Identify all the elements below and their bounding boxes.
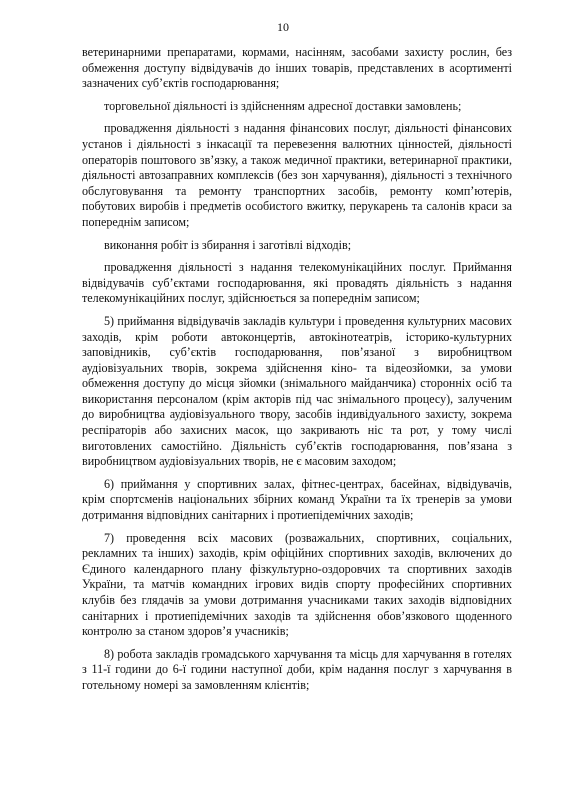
document-body <box>82 45 512 701</box>
paragraph-financial-services: провадження діяльності з надання фінансових послуг, діяльності фінансових установ і діяльності з інкасації та перевезення валютних цінностей, діяльності операторів поштового зв’язку, а також медичної практики, ветеринарної практики, діяльності автозаправних комплексів (без зон харчування), діяльності з технічного обслуговування та ремонту транспортних засобів, ремонту комп’ютерів, побутових виробів і предметів особистого вжитку, перукарень та салонів краси за попереднім записом; <box>82 121 512 229</box>
paragraph-waste-collection: виконання робіт із збирання і заготівлі відходів; <box>104 237 352 252</box>
paragraph-item-7: 7) проведення всіх масових (розважальних, спортивних, соціальних, рекламних та інших) заходів, крім офіційних спортивних заходів, включених до Єдиного календарного плану фізкультурно-оздоровчих та спортивних заходів України, та матчів командних ігрових видів спорту професійних спортивних клубів без глядачів за умови дотримання учасниками таких заходів відповідних санітарних і протиепідемічних заходів та здійснення обов’язкового щоденного контролю за станом здоров’я учасників; <box>82 530 512 639</box>
paragraph-delivery: торговельної діяльності із здійсненням адресної доставки замовлень; <box>104 98 462 113</box>
paragraph-continuation: ветеринарними препаратами, кормами, насінням, засобами захисту рослин, без обмеження доступу відвідувачів до інших товарів, представлених в асортименті зазначених суб’єктів господарювання; <box>82 45 512 91</box>
paragraph-item-5: 5) приймання відвідувачів закладів культури і проведення культурних масових заходів, крім роботи автоконцертів, автокінотеатрів, історико-культурних заповідників, суб’єктів господарювання, пов’язаної з виробництвом аудіовізуальних творів, зокрема здійснення кіно- та відеозйомки, за умови обмеження доступу до місця зйомки (знімального майданчика) сторонніх осіб та використання персоналом (крім акторів під час знімального процесу), залученим до виробництва аудіовізуального твору, засобів індивідуального захисту, зокрема респіраторів або захисних масок, що закривають ніс та рот, у тому числі виготовлених самостійно. Діяльність суб’єктів господарювання, пов’язана з виробництвом аудіовізуальних творів, не є масовим заходом; <box>82 313 512 469</box>
paragraph-item-8: 8) робота закладів громадського харчування та місць для харчування в готелях з 11-ї години до 6-ї години наступної доби, крім надання послуг з харчування в готельному номері за замовленням клієнтів; <box>82 646 512 692</box>
paragraph-item-6: 6) приймання у спортивних залах, фітнес-центрах, басейнах, відвідувачів, крім спортсменів національних збірних команд України та їх тренерів за умови дотримання відповідних санітарних і протиепідемічних заходів; <box>82 476 512 523</box>
paragraph-telecom: провадження діяльності з надання телекомунікаційних послуг. Приймання відвідувачів суб’єктами господарювання, які провадять діяльність з надання телекомунікаційних послуг, здійснюється за попереднім записом; <box>82 260 512 306</box>
page-number: 10 <box>277 20 289 34</box>
